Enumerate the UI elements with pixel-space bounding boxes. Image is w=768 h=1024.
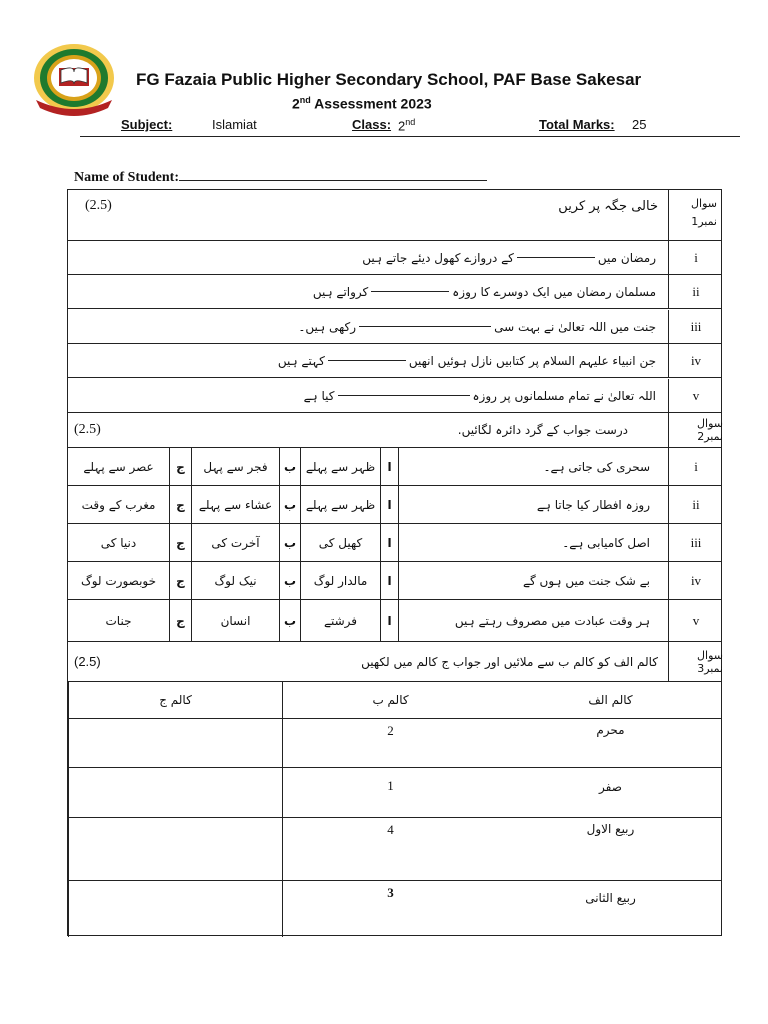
q2-option-letter: ا: [380, 562, 398, 599]
question-sheet: [67, 189, 722, 936]
q2-item-number: i: [668, 448, 723, 485]
column-alif-header: کالم الف: [588, 693, 633, 707]
q3-instruction: کالم الف کو کالم ب سے ملائیں اور جواب ج کالم میں لکھیں: [361, 654, 658, 669]
q1-item-text: [68, 379, 666, 412]
q1-item-number: i: [668, 241, 723, 274]
column-bay-header: کالم ب: [282, 682, 498, 718]
total-marks-label: Total Marks:: [539, 117, 615, 132]
q2-item-row: [68, 600, 721, 642]
q2-item-row: [68, 562, 721, 600]
q3-column-bay-cell: 2: [282, 719, 498, 767]
class-label: Class:: [352, 117, 392, 132]
q3-column-alif-cell: ربیع الثانی: [585, 891, 636, 905]
q2-option[interactable]: آخرت کی: [191, 524, 279, 561]
q1-number: سوال نمبر1: [691, 197, 717, 228]
q2-question: اصل کامیابی ہے۔: [398, 524, 668, 561]
q1-item-before: مسلمان رمضان میں ایک دوسرے کا روزہ: [452, 284, 656, 299]
q3-column-header-row: [68, 682, 721, 719]
q2-item-row: [68, 448, 721, 486]
q1-item-text: [68, 275, 666, 308]
total-marks-value: 25: [632, 117, 647, 132]
column-jeem-header: کالم ج: [68, 682, 282, 718]
q1-item-number: iii: [668, 310, 723, 343]
q2-option-letter: ج: [169, 448, 191, 485]
q2-option[interactable]: عصر سے پہلے: [83, 459, 154, 474]
q2-option[interactable]: ظہر سے پہلے: [300, 448, 380, 485]
q2-option-letter: ا: [380, 448, 398, 485]
q2-option-letter: ج: [169, 524, 191, 561]
q2-option-letter: ب: [279, 524, 300, 561]
q3-column-jeem-cell[interactable]: [68, 818, 282, 880]
subject-label: Subject:: [121, 117, 173, 132]
q1-item-after: کیا ہے: [303, 388, 335, 403]
q1-item-before: جن انبیاء علیہم السلام پر کتابیں نازل ہوئیں انھیں: [408, 353, 656, 368]
q2-option-letter: ج: [169, 562, 191, 599]
q2-option-letter: ا: [380, 486, 398, 523]
q2-question: ہر وقت عبادت میں مصروف رہتے ہیں: [398, 600, 668, 641]
q3-column-jeem-cell[interactable]: [68, 881, 282, 937]
q3-match-row: [68, 719, 721, 768]
q3-match-row: [68, 768, 721, 818]
assessment-title: 2nd Assessment 2023: [292, 95, 432, 112]
q2-item-number: v: [668, 600, 723, 641]
q3-column-bay-cell: 3: [282, 881, 498, 937]
q2-option-letter: ج: [169, 486, 191, 523]
q1-item-row: [68, 344, 721, 378]
q1-header-row: [68, 190, 721, 241]
q2-item-number: ii: [668, 486, 723, 523]
q2-option[interactable]: ظہر سے پہلے: [300, 486, 380, 523]
q1-item-row: [68, 275, 721, 309]
q3-column-bay-cell: 1: [282, 768, 498, 817]
subject-value: Islamiat: [212, 117, 257, 132]
q2-header-row: [68, 413, 721, 448]
q1-item-row: [68, 379, 721, 413]
q1-item-after: کہتے ہیں: [277, 353, 325, 368]
q3-number: سوال نمبر3: [668, 642, 723, 681]
q1-instruction: خالی جگہ پر کریں: [558, 199, 658, 214]
school-logo-icon: [30, 40, 118, 116]
q2-option[interactable]: انسان: [191, 600, 279, 641]
q3-match-row: [68, 881, 721, 937]
q1-item-number: v: [668, 379, 723, 412]
q1-item-number: ii: [668, 275, 723, 308]
q1-item-text: [68, 344, 666, 377]
student-name-row: [74, 166, 487, 186]
q3-column-jeem-cell[interactable]: [68, 768, 282, 817]
q1-blank[interactable]: [371, 291, 449, 292]
q3-column-alif-cell: صفر: [599, 780, 622, 794]
q3-marks: (2.5): [74, 654, 101, 669]
q3-column-alif-cell: ربیع الاول: [586, 822, 635, 836]
q1-item-before: اللہ تعالیٰ نے تمام مسلمانوں پر روزہ: [472, 388, 656, 403]
q1-item-row: [68, 241, 721, 275]
q1-item-before: رمضان میں: [597, 250, 656, 265]
q3-column-bay-cell: 4: [282, 818, 498, 880]
q1-item-text: [68, 310, 666, 343]
q2-option-letter: ب: [279, 562, 300, 599]
q2-option[interactable]: فرشتے: [300, 600, 380, 641]
q2-item-row: [68, 486, 721, 524]
q2-option-letter: ب: [279, 600, 300, 641]
class-value: 2nd: [398, 117, 416, 134]
q3-header-row: [68, 642, 721, 682]
q2-option-letter: ج: [169, 600, 191, 641]
student-name-line[interactable]: [179, 166, 487, 181]
header-divider: [80, 136, 740, 137]
q2-option-letter: ب: [279, 486, 300, 523]
q3-column-alif-cell: محرم: [596, 723, 625, 737]
q2-option[interactable]: جنات: [105, 613, 132, 628]
q2-option-letter: ا: [380, 524, 398, 561]
q1-item-number: iv: [668, 344, 723, 377]
q2-option[interactable]: دنیا کی: [100, 535, 137, 550]
q2-option[interactable]: فجر سے پہل: [191, 448, 279, 485]
q3-column-jeem-cell[interactable]: [68, 719, 282, 767]
q2-item-number: iii: [668, 524, 723, 561]
q1-item-row: [68, 310, 721, 344]
q1-marks: (2.5): [85, 198, 112, 213]
q1-blank[interactable]: [359, 326, 491, 327]
q3-match-row: [68, 818, 721, 881]
q2-question: بے شک جنت میں ہوں گے: [398, 562, 668, 599]
q1-blank[interactable]: [338, 395, 470, 396]
q1-item-after: کرواتے ہیں: [312, 284, 369, 299]
q1-item-after: رکھی ہیں۔: [298, 319, 357, 334]
q2-instruction: درست جواب کے گرد دائرہ لگائیں.: [457, 423, 628, 437]
q1-blank[interactable]: [517, 257, 595, 258]
school-name: FG Fazaia Public Higher Secondary School, PAF Base Sakesar: [136, 70, 642, 89]
q2-item-row: [68, 524, 721, 562]
q2-option[interactable]: خوبصورت لوگ: [80, 573, 157, 588]
q1-item-after: کے دروازے کھول دیئے جاتے ہیں: [362, 250, 514, 265]
q2-marks: (2.5): [74, 422, 101, 437]
q2-option[interactable]: مالدار لوگ: [300, 562, 380, 599]
q1-blank[interactable]: [328, 360, 406, 361]
q2-option-letter: ا: [380, 600, 398, 641]
q2-option-letter: ب: [279, 448, 300, 485]
q1-item-before: جنت میں اللہ تعالیٰ نے بہت سی: [494, 319, 656, 334]
q2-item-number: iv: [668, 562, 723, 599]
q2-question: روزہ افطار کیا جاتا ہے: [398, 486, 668, 523]
q2-number: سوال نمبر2: [668, 413, 723, 447]
q2-option[interactable]: عشاء سے پہلے: [191, 486, 279, 523]
q2-option[interactable]: کھیل کی: [300, 524, 380, 561]
q1-item-text: [68, 241, 666, 274]
q2-option[interactable]: نیک لوگ: [191, 562, 279, 599]
student-name-label: Name of Student:: [74, 170, 179, 185]
q2-question: سحری کی جاتی ہے۔: [398, 448, 668, 485]
q2-option[interactable]: مغرب کے وقت: [81, 497, 156, 512]
